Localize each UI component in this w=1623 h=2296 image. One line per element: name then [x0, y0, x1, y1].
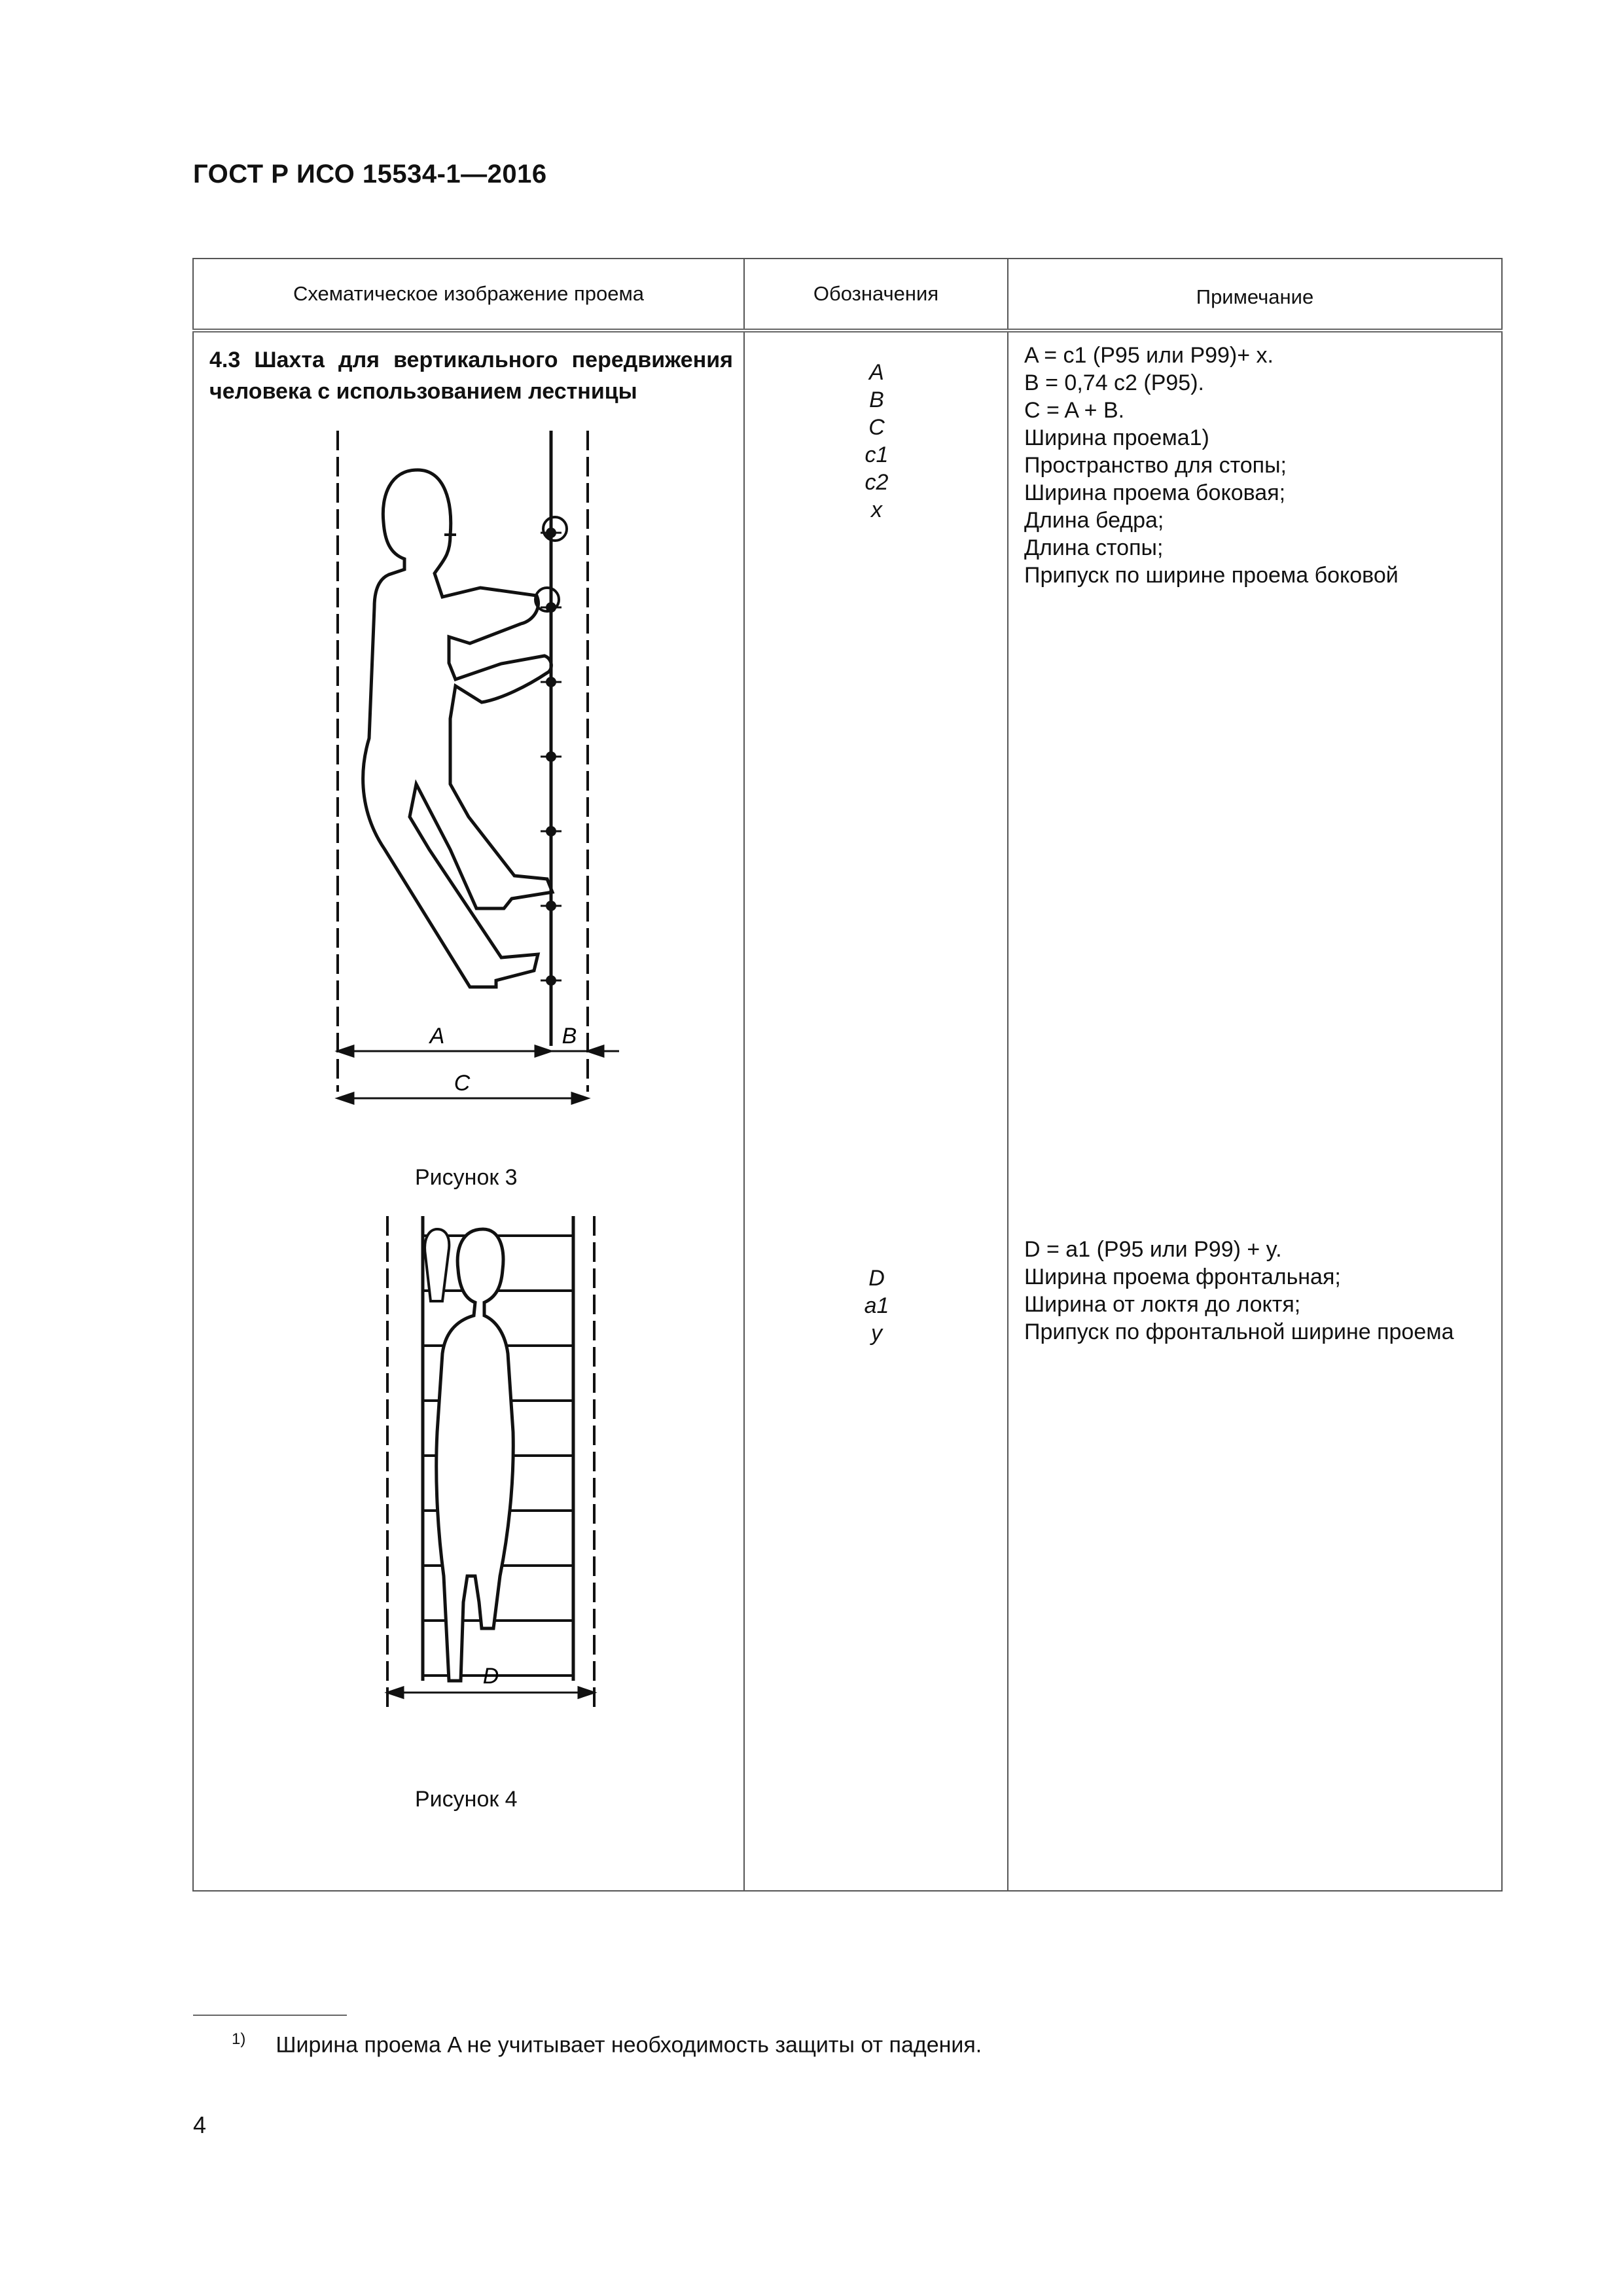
note-item: Длина стопы; [1024, 535, 1164, 560]
notes-group-2 [1024, 1236, 1489, 1346]
scheme-cell [193, 331, 744, 1891]
symbols-cell [744, 331, 1008, 1891]
dimension-label-a: A [429, 1024, 445, 1049]
note-item: Ширина от локтя до локтя; [1024, 1292, 1301, 1317]
note-item: Длина бедра; [1024, 508, 1164, 533]
note-item: Ширина проема1) [1024, 425, 1209, 450]
page-number: 4 [193, 2111, 207, 2138]
notes-cell [1008, 331, 1502, 1891]
note-item: Ширина проема боковая; [1024, 480, 1286, 505]
spec-table [192, 258, 1503, 1892]
section-title: 4.3 Шахта для вертикального передвижения человека с использованием лестницы [209, 348, 733, 404]
climber-front-silhouette [437, 1229, 514, 1681]
note-item: Припуск по ширине проема боковой [1024, 563, 1399, 588]
dimension-label-d: D [482, 1664, 499, 1689]
footnote-divider [193, 2015, 347, 2016]
symbol-c: C [868, 415, 885, 440]
dimension-label-b: B [562, 1024, 577, 1049]
document-header: ГОСТ Р ИСО 15534-1—2016 [193, 160, 547, 188]
column-header-notes: Примечание [1008, 259, 1502, 331]
symbols-group-1 [745, 359, 1008, 524]
symbol-a1: a1 [864, 1293, 889, 1318]
note-formula-c: C = A + B. [1024, 398, 1125, 423]
climber-side-silhouette [363, 470, 552, 987]
column-header-symbols: Обозначения [744, 259, 1008, 331]
symbol-c2: c2 [865, 470, 889, 495]
figure-3-caption: Рисунок 3 [415, 1165, 518, 1190]
symbol-y: y [871, 1321, 882, 1346]
note-formula-b: B = 0,74 c2 (P95). [1024, 370, 1204, 395]
dimension-label-c: C [454, 1071, 471, 1096]
column-header-scheme: Схематическое изображение проема [193, 259, 744, 331]
symbol-d: D [868, 1266, 885, 1291]
figure-3-side-view [194, 332, 745, 1183]
note-formula-a: A = c1 (P95 или P99)+ x. [1024, 343, 1274, 368]
table-row [193, 331, 1502, 1891]
note-item: Ширина проема фронтальная; [1024, 1265, 1341, 1289]
footnote-marker: 1) [232, 2030, 246, 2048]
note-item: Припуск по фронтальной ширине проема [1024, 1319, 1454, 1344]
symbol-b: B [869, 387, 884, 412]
footnote-text: Ширина проема A не учитывает необходимость защиты от падения. [276, 2032, 982, 2058]
symbol-a: A [869, 360, 884, 385]
table-header-row [193, 259, 1502, 331]
note-item: Пространство для стопы; [1024, 453, 1287, 478]
note-formula-d: D = a1 (P95 или P99) + y. [1024, 1237, 1282, 1262]
figure-4-front-view [194, 1210, 745, 1799]
notes-group-1 [1024, 342, 1489, 589]
footnote [232, 2030, 982, 2058]
symbols-group-2 [745, 1265, 1008, 1347]
figure-4-caption: Рисунок 4 [415, 1787, 518, 1812]
symbol-x: x [871, 497, 882, 522]
symbol-c1: c1 [865, 442, 889, 467]
